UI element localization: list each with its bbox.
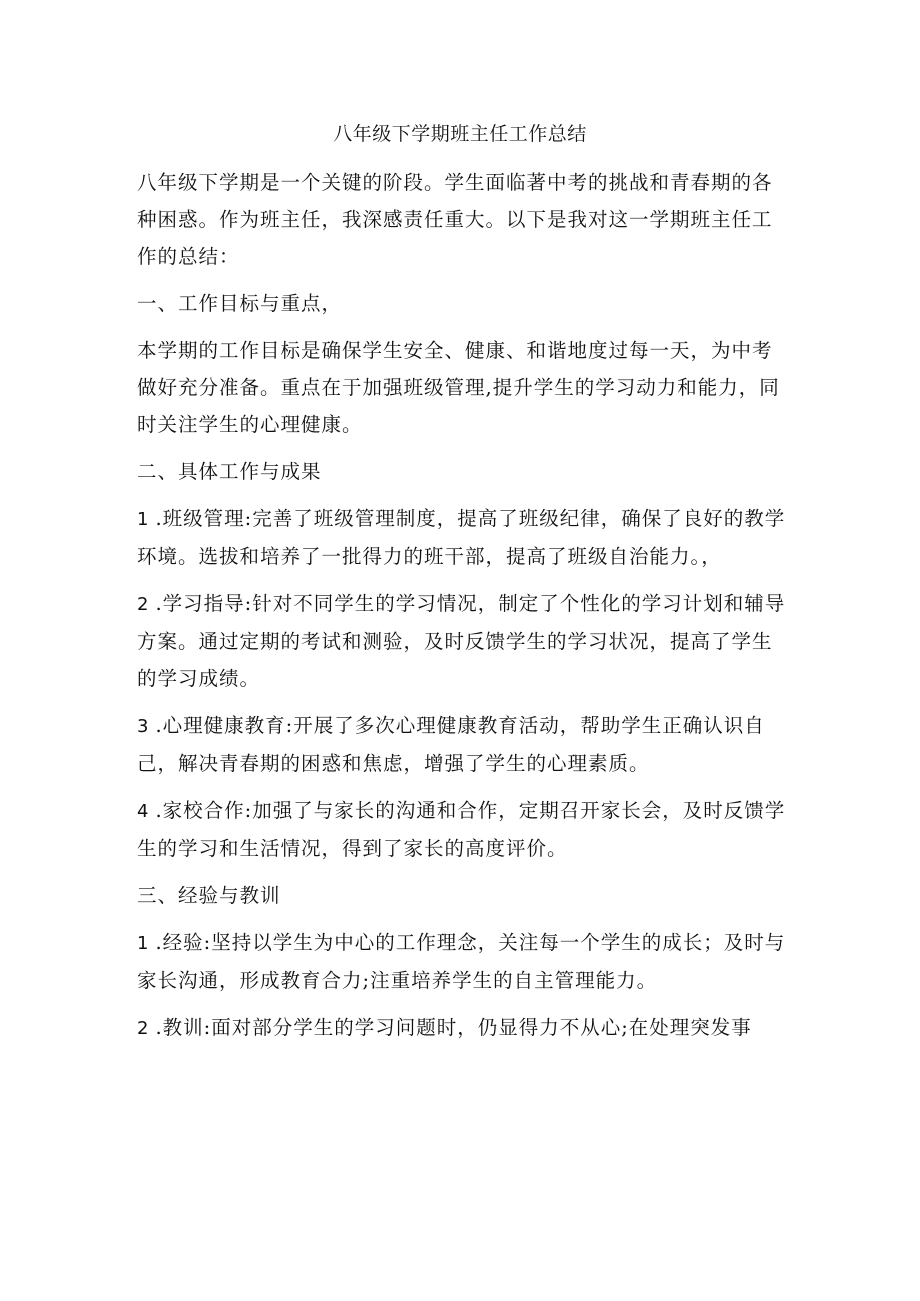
item-text: .家校合作:加强了与家长的沟通和合作，定期召开家长会，及时反馈学生的学习和生活情况，得到了家长的高度评价。 (137, 799, 786, 860)
document-title: 八年级下学期班主任工作总结 (333, 123, 587, 145)
item-number: 2 (137, 1018, 150, 1039)
item-number: 1 (137, 933, 150, 954)
item-number: 1 (137, 509, 150, 530)
section-2-item-3 (137, 707, 787, 782)
item-number: 2 (137, 594, 150, 615)
section-3-heading: 三、经验与教训 (137, 884, 281, 907)
section-2-item-4 (137, 792, 787, 867)
section-2-item-1 (137, 500, 787, 575)
section-2-heading: 二、具体工作与成果 (137, 460, 322, 483)
item-text: .经验:坚持以学生为中心的工作理念，关注每一个学生的成长；及时与家长沟通，形成教育合力;注重培养学生的自主管理能力。 (137, 931, 786, 992)
item-number: 4 (137, 801, 150, 822)
item-number: 3 (137, 716, 150, 737)
item-text: .班级管理:完善了班级管理制度，提高了班级纪律，确保了良好的教学环境。选拔和培养了一批得力的班干部，提高了班级自治能力。， (137, 507, 786, 568)
document-body (137, 164, 787, 1057)
item-text: .教训:面对部分学生的学习问题时，仍显得力不从心;在处理突发事 (155, 1016, 752, 1039)
section-3-item-1 (137, 924, 787, 999)
item-text: .心理健康教育:开展了多次心理健康教育活动，帮助学生正确认识自己，解决青春期的困惑和焦虑，增强了学生的心理素质。 (137, 714, 765, 775)
item-text: .学习指导:针对不同学生的学习情况，制定了个性化的学习计划和辅导方案。通过定期的考试和测验，及时反馈学生的学习状况，提高了学生的学习成绩。 (137, 592, 786, 690)
section-1-paragraph: 本学期的工作目标是确保学生安全、健康、和谐地度过每一天，为中考做好充分准备。重点在于加强班级管理,提升学生的学习动力和能力，同时关注学生的心理健康。 (137, 339, 780, 436)
intro-paragraph: 八年级下学期是一个关键的阶段。学生面临著中考的挑战和青春期的各种困惑。作为班主任，我深感责任重大。以下是我对这一学期班主任工作的总结： (137, 171, 773, 268)
section-3-item-2 (137, 1009, 787, 1047)
section-1-heading: 一、工作目标与重点， (137, 292, 343, 315)
section-2-item-2 (137, 585, 787, 697)
